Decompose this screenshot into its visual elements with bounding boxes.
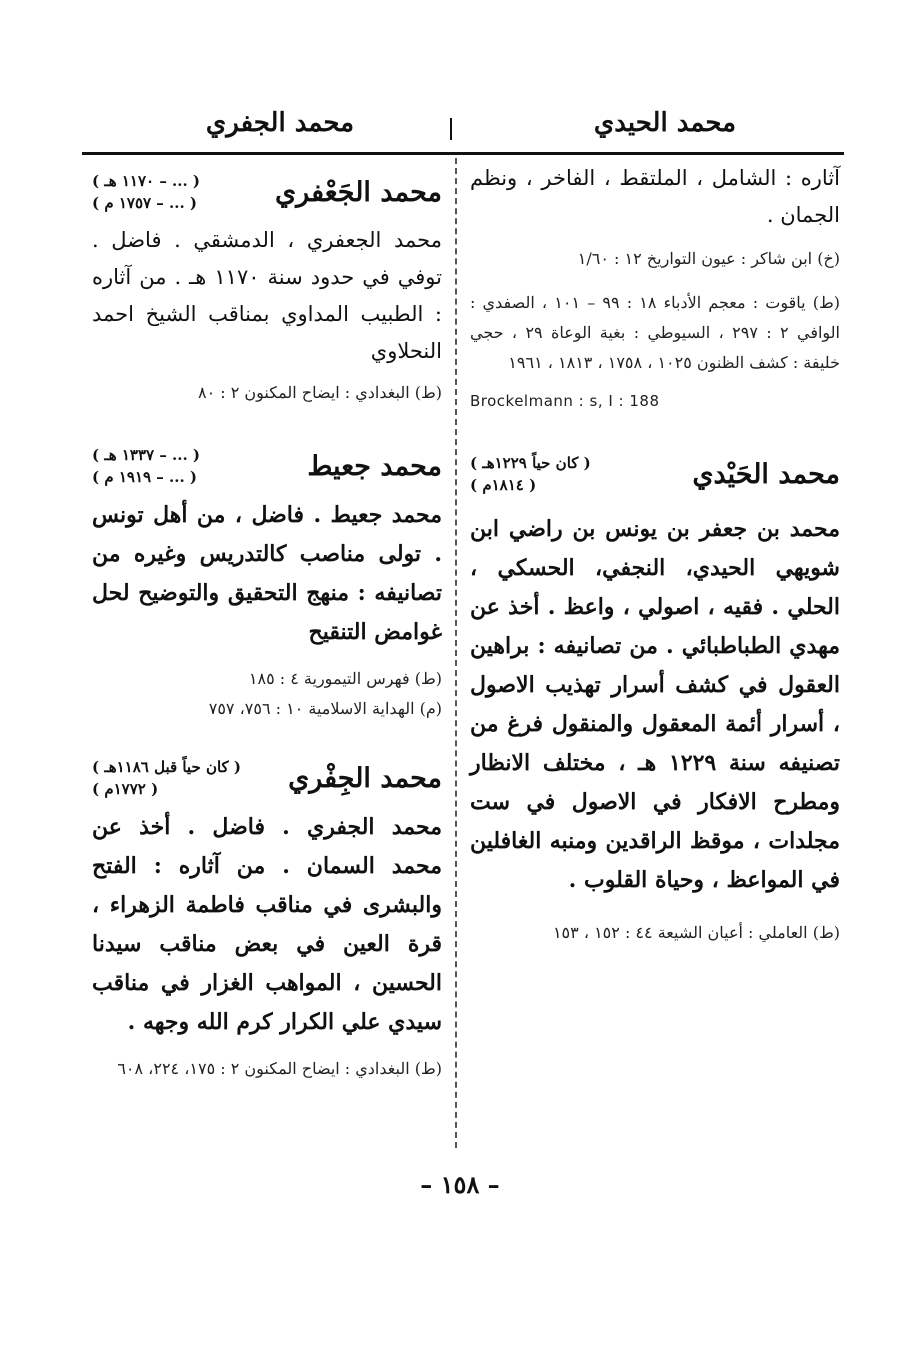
- right-column: [470, 160, 840, 948]
- reference-line: (خ) ابن شاكر : عيون التواريخ ١٢ : ١/٦٠: [577, 249, 840, 268]
- entry-text: محمد جعيط . فاضل ، من أهل تونس . تولى مناصب كالتدريس وغيره من تصانيفه : منهج التحقيق والتوضيح لحل غوامض التنقيح: [92, 502, 442, 645]
- gregorian-date: ( ... – ١٩١٩ م ): [92, 468, 198, 486]
- header-separator: [450, 118, 452, 140]
- entry-name: محمد جعيط: [307, 450, 442, 482]
- reference-line: (ط) ياقوت : معجم الأدباء ١٨ : ٩٩ – ١٠١ ، الصفدي : الوافي ٢ : ٢٩٧ ، السيوطي : بغية الوعاة ٢٩ ، حجي خليفة : كشف الظنون ١٠٢٥ ، ١٧٥٨ ، ١٨١٣ ، ١٩٦١: [470, 293, 841, 372]
- entry-heading: [92, 170, 442, 214]
- entry-heading: [92, 444, 442, 488]
- header-rule: [82, 152, 844, 155]
- gregorian-date: ( ... – ١٧٥٧ م ): [92, 194, 198, 212]
- gregorian-date: ( ١٨١٤م ): [470, 476, 537, 494]
- entry-dates: [92, 756, 241, 800]
- reference-line: (م) الهداية الاسلامية ١٠ : ٧٥٦، ٧٥٧: [208, 699, 442, 718]
- gregorian-date: ( ١٧٧٢م ): [92, 780, 159, 798]
- hijri-date: ( ... – ١١٧٠ هـ ): [92, 172, 201, 190]
- entry-dates: [92, 444, 200, 488]
- entry-name: محمد الجَعْفري: [275, 176, 442, 208]
- latin-reference: Brockelmann : s, I : 188: [470, 392, 660, 410]
- hijri-date: ( كان حياً ١٢٢٩هـ ): [470, 454, 591, 472]
- reference-line: (ط) البغدادي : ايضاح المكنون ٢ : ١٧٥، ٢٢٤، ٦٠٨: [117, 1059, 442, 1078]
- left-column: [92, 160, 442, 1084]
- entry-heading: [470, 452, 840, 496]
- reference-line: (ط) فهرس التيمورية ٤ : ١٨٥: [248, 669, 442, 688]
- hijri-date: ( كان حياً قبل ١١٨٦هـ ): [92, 758, 241, 776]
- right-running-head: محمد الحيدي: [593, 108, 737, 138]
- reference-line: (ط) العاملي : أعيان الشيعة ٤٤ : ١٥٢ ، ١٥٣: [552, 923, 840, 942]
- entry-name: محمد الجِفْري: [288, 762, 442, 794]
- reference-line: (ط) البغدادي : ايضاح المكنون ٢ : ٨٠: [197, 383, 442, 402]
- column-divider: [455, 158, 457, 1148]
- entry-text: محمد الجعفري ، الدمشقي . فاضل . توفي في حدود سنة ١١٧٠ هـ . من آثاره : الطبيب المداوي بمناقب الشيخ احمد النحلاوي: [92, 228, 443, 363]
- hijri-date: ( ... – ١٣٣٧ هـ ): [92, 446, 201, 464]
- entry-dates: [470, 452, 591, 496]
- page-number: – ١٥٨ –: [420, 1170, 500, 1199]
- continuation-text: آثاره : الشامل ، الملتقط ، الفاخر ، ونظم الجمان .: [470, 166, 840, 227]
- entry-text: محمد بن جعفر بن يونس بن راضي ابن شويهي الحيدي، النجفي، الحسكي ، الحلي . فقيه ، اصولي ، واعظ . أخذ عن مهدي الطباطبائي . من تصانيفه : براهين العقول في كشف أسرار تهذيب الاصول ، أسرار أئمة المعقول والمنقول فرغ من تصنيفه سنة ١٢٢٩ هـ ، مختلف الانظار ومطرح الافكار في الاصول في ست مجلدات ، موقظ الراقدين ومنبه الغافلين في المواعظ ، وحياة القلوب .: [470, 516, 840, 893]
- entry-name: محمد الحَيْدي: [692, 458, 840, 490]
- entry-text: محمد الجفري . فاضل . أخذ عن محمد السمان . من آثاره : الفتح والبشرى في مناقب فاطمة الزهراء ، قرة العين في بعض مناقب سيدنا الحسين ، المواهب الغزار في مناقب سيدي علي الكرار كرم الله وجهه .: [92, 814, 442, 1035]
- left-running-head: محمد الجفري: [205, 108, 355, 138]
- entry-dates: [92, 170, 200, 214]
- entry-heading: [92, 756, 442, 800]
